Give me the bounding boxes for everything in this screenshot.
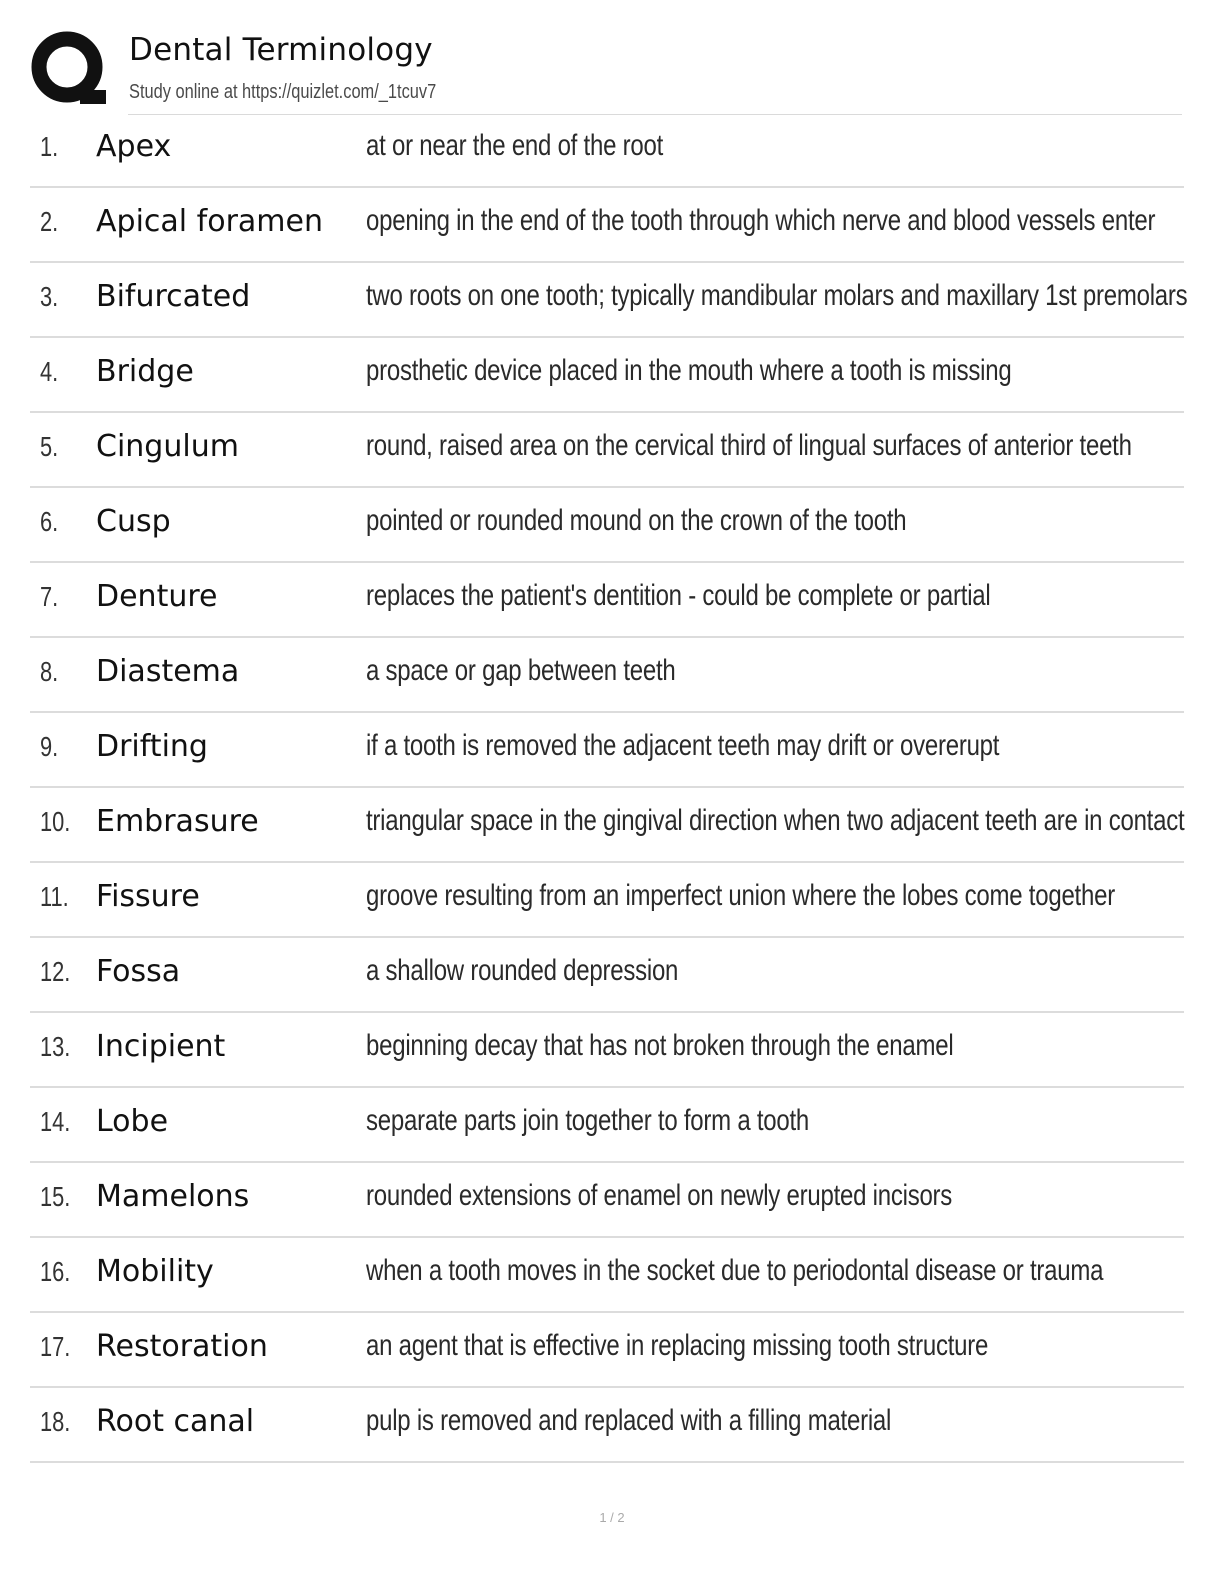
- page-title: Dental Terminology: [129, 32, 433, 68]
- term-definition: if a tooth is removed the adjacent teeth may drift or overerupt: [366, 729, 1000, 762]
- term-row: [30, 713, 1184, 788]
- term-word: Bifurcated: [96, 279, 251, 314]
- term-number: 3.: [40, 281, 59, 312]
- term-number: 15.: [40, 1181, 71, 1212]
- term-definition: triangular space in the gingival direction when two adjacent teeth are in contact: [366, 804, 1185, 837]
- term-row: [30, 638, 1184, 713]
- term-number: 16.: [40, 1256, 71, 1287]
- term-definition: opening in the end of the tooth through which nerve and blood vessels enter: [366, 204, 1156, 237]
- term-number: 7.: [40, 581, 59, 612]
- term-word: Lobe: [96, 1104, 169, 1139]
- term-word: Cusp: [96, 504, 171, 539]
- term-number: 2.: [40, 206, 59, 237]
- term-word: Embrasure: [96, 804, 259, 839]
- term-row: [30, 563, 1184, 638]
- term-row: [30, 413, 1184, 488]
- term-row: [30, 1163, 1184, 1238]
- term-number: 14.: [40, 1106, 71, 1137]
- term-row: [30, 938, 1184, 1013]
- term-definition: a space or gap between teeth: [366, 654, 676, 687]
- term-row: [30, 1088, 1184, 1163]
- term-word: Apical foramen: [96, 204, 323, 239]
- term-definition: groove resulting from an imperfect union where the lobes come together: [366, 879, 1115, 912]
- term-row: [30, 1388, 1184, 1463]
- term-row: [30, 338, 1184, 413]
- term-number: 17.: [40, 1331, 71, 1362]
- term-word: Mamelons: [96, 1179, 250, 1214]
- term-definition: replaces the patient's dentition - could be complete or partial: [366, 579, 991, 612]
- term-definition: when a tooth moves in the socket due to periodontal disease or trauma: [366, 1254, 1104, 1287]
- term-word: Root canal: [96, 1404, 255, 1439]
- header: [30, 30, 1184, 114]
- term-definition: rounded extensions of enamel on newly erupted incisors: [366, 1179, 953, 1212]
- term-definition: beginning decay that has not broken through the enamel: [366, 1029, 954, 1062]
- term-definition: separate parts join together to form a tooth: [366, 1104, 810, 1137]
- term-row: [30, 113, 1184, 188]
- page-number: 1 / 2: [599, 1510, 625, 1525]
- term-row: [30, 1313, 1184, 1388]
- term-word: Fossa: [96, 954, 181, 989]
- term-word: Restoration: [96, 1329, 268, 1364]
- term-definition: a shallow rounded depression: [366, 954, 679, 987]
- study-link[interactable]: Study online at https://quizlet.com/_1tcuv7: [129, 81, 437, 103]
- term-list: [30, 113, 1188, 1463]
- term-number: 5.: [40, 431, 59, 462]
- term-row: [30, 488, 1184, 563]
- term-definition: prosthetic device placed in the mouth where a tooth is missing: [366, 354, 1012, 387]
- term-number: 10.: [40, 806, 71, 837]
- term-row: [30, 1238, 1184, 1313]
- term-word: Diastema: [96, 654, 240, 689]
- term-word: Mobility: [96, 1254, 214, 1289]
- term-word: Cingulum: [96, 429, 239, 464]
- term-number: 1.: [40, 131, 59, 162]
- term-word: Apex: [96, 129, 172, 164]
- term-number: 13.: [40, 1031, 71, 1062]
- term-row: [30, 188, 1184, 263]
- term-row: [30, 263, 1188, 338]
- term-definition: two roots on one tooth; typically mandibular molars and maxillary 1st premolars: [366, 279, 1188, 312]
- term-row: [30, 788, 1184, 863]
- term-definition: at or near the end of the root: [366, 129, 664, 162]
- quizlet-logo-icon: [30, 30, 110, 110]
- term-number: 8.: [40, 656, 59, 687]
- term-row: [30, 863, 1184, 938]
- term-word: Incipient: [96, 1029, 226, 1064]
- term-word: Drifting: [96, 729, 208, 764]
- term-number: 11.: [40, 881, 69, 912]
- term-word: Denture: [96, 579, 218, 614]
- term-definition: an agent that is effective in replacing missing tooth structure: [366, 1329, 989, 1362]
- term-number: 4.: [40, 356, 59, 387]
- term-number: 18.: [40, 1406, 71, 1437]
- term-definition: pulp is removed and replaced with a filling material: [366, 1404, 892, 1437]
- term-number: 6.: [40, 506, 59, 537]
- term-word: Bridge: [96, 354, 194, 389]
- term-row: [30, 1013, 1184, 1088]
- term-definition: pointed or rounded mound on the crown of the tooth: [366, 504, 907, 537]
- term-number: 9.: [40, 731, 59, 762]
- term-word: Fissure: [96, 879, 200, 914]
- term-number: 12.: [40, 956, 71, 987]
- term-definition: round, raised area on the cervical third of lingual surfaces of anterior teeth: [366, 429, 1132, 462]
